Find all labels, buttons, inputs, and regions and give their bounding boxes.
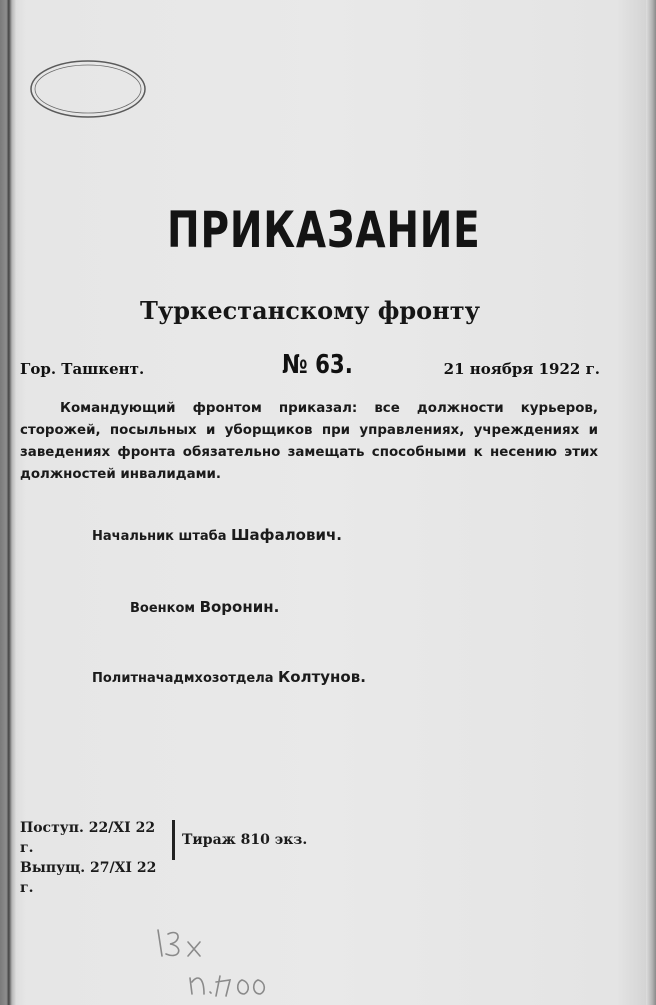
document-meta — [20, 350, 600, 386]
order-body-text: Командующий фронтом приказал: все должности курьеров, сторожей, посыльных и уборщиков при управлениях, учреждениях и заведениях фронта обязательно замещать способными к несению этих должностей инвалидами. — [20, 401, 598, 482]
order-number: № 63. — [282, 350, 353, 380]
signature-military-commissar — [130, 598, 279, 616]
library-stamp — [28, 58, 148, 120]
signature-name: Воронин. — [199, 598, 280, 616]
print-dates — [20, 818, 170, 898]
signature-name: Шафалович. — [231, 526, 342, 544]
signature-name: Колтунов. — [278, 668, 366, 686]
order-body — [20, 398, 598, 486]
issued-date: Выпущ. 27/XI 22 г. — [20, 860, 157, 896]
page-edge — [646, 0, 656, 1005]
binding-shadow — [0, 0, 16, 1005]
handwritten-note — [150, 920, 310, 1000]
received-date: Поступ. 22/XI 22 г. — [20, 820, 156, 856]
signature-chief-of-staff — [92, 526, 342, 544]
signature-role: Политначадмхозотдела — [92, 671, 274, 686]
document-title: ПРИКАЗАНИЕ — [167, 201, 481, 259]
footer-divider — [172, 820, 175, 860]
signature-political-head — [92, 668, 366, 686]
city: Гор. Ташкент. — [20, 360, 145, 378]
print-circulation: Тираж 810 экз. — [182, 832, 308, 848]
order-date: 21 ноября 1922 г. — [443, 360, 600, 378]
signature-role: Начальник штаба — [92, 529, 227, 544]
document-subtitle: Туркестанскому фронту — [140, 296, 480, 325]
signature-role: Военком — [130, 601, 196, 616]
